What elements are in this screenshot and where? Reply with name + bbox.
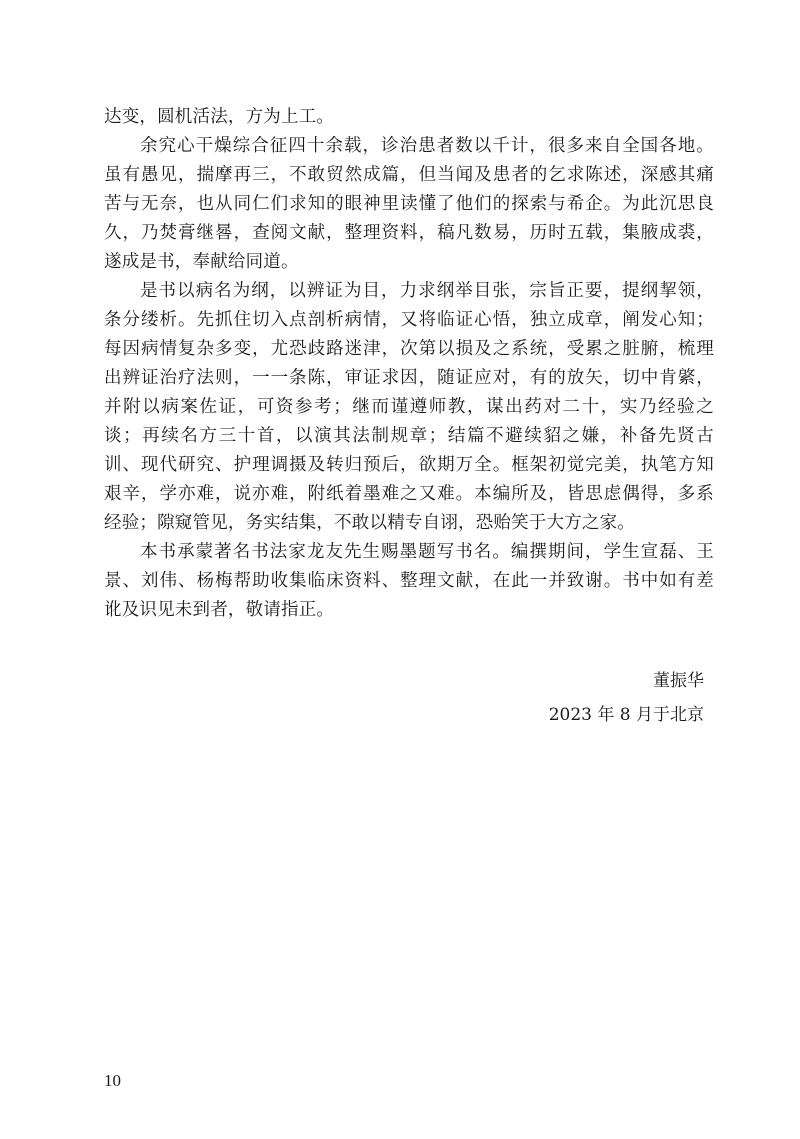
paragraph-2-line-5: 遂成是书，奉献给同道。 [104, 252, 299, 272]
paragraph-2-line-2: 虽有愚见，揣摩再三，不敢贸然成篇，但当闻及患者的乞求陈述，深感其痛 [104, 165, 714, 185]
body-text [104, 103, 714, 625]
author-signature: 董振华 [653, 671, 704, 691]
paragraph-3-line-4: 出辨证治疗法则，一一条陈，审证求因，随证应对，有的放矢，切中肯綮， [104, 368, 714, 388]
signature-date: 2023 年 8 月于北京 [548, 705, 704, 725]
paragraph-4-line-2: 景、刘伟、杨梅帮助收集临床资料、整理文献，在此一并致谢。书中如有差 [104, 571, 714, 591]
paragraph-4-line-1: 本书承蒙著名书法家龙友先生赐墨题写书名。编撰期间，学生宣磊、王 [140, 542, 714, 562]
paragraph-1-line-1: 达变，圆机活法，方为上工。 [104, 107, 335, 127]
paragraph-2-line-4: 久，乃焚膏继晷，查阅文献，整理资料，稿凡数易，历时五载，集腋成裘， [104, 223, 714, 243]
paragraph-3-line-9: 经验；隙窥管见，务实结集，不敢以精专自诩，恐贻笑于大方之家。 [104, 513, 635, 533]
paragraph-2-line-1: 余究心干燥综合征四十余载，诊治患者数以千计，很多来自全国各地。 [140, 136, 714, 156]
paragraph-3-line-5: 并附以病案佐证，可资参考；继而谨遵师教，谋出药对二十，实乃经验之 [104, 397, 714, 417]
paragraph-3-line-6: 谈；再续名方三十首，以演其法制规章；结篇不避续貂之嫌，补备先贤古 [104, 426, 714, 446]
paragraph-3-line-7: 训、现代研究、护理调摄及转归预后，欲期万全。框架初觉完美，执笔方知 [104, 455, 714, 475]
paragraph-3-line-1: 是书以病名为纲，以辨证为目，力求纲举目张，宗旨正要，提纲挈领， [140, 281, 714, 301]
paragraph-3-line-3: 每因病情复杂多变，尤恐歧路迷津，次第以损及之系统，受累之脏腑，梳理 [104, 339, 714, 359]
paragraph-3-line-8: 艰辛，学亦难，说亦难，附纸着墨难之又难。本编所及，皆思虑偶得，多系 [104, 484, 714, 504]
page-number: 10 [104, 1071, 121, 1090]
paragraph-4-line-3: 讹及识见未到者，敬请指正。 [104, 600, 335, 620]
paragraph-3-line-2: 条分缕析。先抓住切入点剖析病情，又将临证心悟，独立成章，阐发心知； [104, 310, 714, 330]
paragraph-2-line-3: 苦与无奈，也从同仁们求知的眼神里读懂了他们的探索与希企。为此沉思良 [104, 194, 714, 214]
